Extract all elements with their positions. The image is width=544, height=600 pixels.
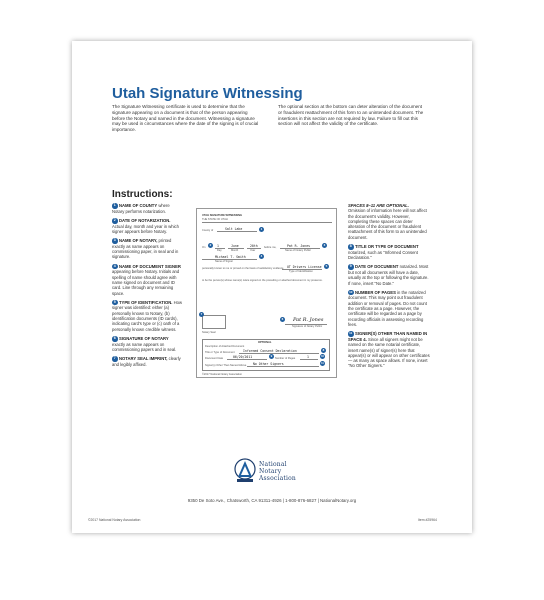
optional-note	[348, 203, 430, 240]
instruction-item	[348, 331, 430, 368]
instruction-text: exactly as name appears on commissioning papers and in seal.	[112, 341, 177, 352]
step-number-badge: 1	[260, 227, 263, 231]
instruction-item	[112, 238, 182, 260]
instruction-text: Since all signers might not be named on the same notarial certificate, insert name(s) of signer(s) here that appear(s) or will appear on other certificates — as many as space allows. If none, insert "No Other Signers."	[348, 336, 430, 369]
year-value: 20th	[250, 244, 258, 248]
step-number-badge: 7	[113, 356, 116, 361]
instruction-item	[112, 264, 182, 296]
sign-note: to be the person(s) whose name(s) is/are signed on the preceding or attached document in my presence.	[202, 279, 323, 282]
title-value: Informed Consent Declaration	[243, 349, 297, 353]
step-number-badge: 10	[321, 355, 324, 358]
instruction-text: notarized. Most but not all documents will have a date, usually at the top or following the signature. If none, insert "No Date."	[348, 264, 429, 286]
year-label: Year	[250, 249, 256, 252]
date-line	[227, 359, 267, 360]
instruction-head: SIGNER(S) OTHER THAN NAMED IN SPACE 4.	[348, 331, 428, 342]
step-number-badge: 11	[321, 362, 324, 365]
logo-line: National	[259, 461, 287, 468]
instruction-text: where Notary performs notarization.	[112, 203, 170, 214]
step-number-badge: 8	[349, 244, 352, 249]
step-number-badge: 5	[325, 264, 328, 268]
step-number-badge: 7	[200, 312, 203, 316]
instruction-head: NAME OF NOTARY,	[119, 238, 158, 244]
instruction-head: TITLE OR TYPE OF DOCUMENT	[355, 244, 419, 250]
before-me-text: before me,	[264, 246, 277, 249]
month-value: June	[231, 244, 239, 248]
instruction-text: printed exactly as name appears on commissioning paper, in seal and in signature.	[112, 238, 179, 260]
step-number-badge: 2	[113, 218, 116, 223]
step-number-badge: 3	[113, 238, 116, 243]
instruction-head: NOTARY SEAL IMPRINT,	[119, 356, 168, 362]
form-footer: ©2017 National Notary Association	[202, 373, 243, 376]
step-number-badge: 2	[209, 243, 212, 247]
instruction-text: in the notarized document. This may point out fraudulent addition or removal of pages. Do not count the certificate as a page. However, the certificate will be regarded as a page by recording officials in assessing recording fees.	[348, 289, 427, 327]
day-label: Day	[217, 249, 222, 252]
county-value: Salt Lake	[225, 227, 243, 231]
copyright-text: ©2017 National Notary Association	[88, 518, 141, 522]
instruction-head: TYPE OF IDENTIFICATION.	[119, 299, 173, 305]
id-label: Type of Identification	[289, 270, 313, 273]
county-line	[217, 231, 257, 232]
signature-label: Signature of Notary Public	[292, 325, 323, 328]
instruction-item	[112, 336, 182, 352]
form-subheading: THE STATE OF UTAH	[202, 218, 228, 221]
optional-note-heading: SPACES 8–11 ARE OPTIONAL.	[348, 203, 409, 208]
instruction-item	[348, 290, 430, 327]
opt-description: Description of Attached Document	[205, 345, 245, 348]
divider	[202, 222, 332, 223]
step-number-badge: 10	[349, 289, 353, 294]
instruction-text: How signer was identified: either (a) personally known to Notary, (b) identification documents (ID cards), indicating card's type or (c) oath of a personally known credible witness.	[112, 299, 182, 332]
pages-label: Number of Pages	[275, 357, 296, 360]
step-number-badge: 4	[260, 254, 263, 258]
step-number-badge: 9	[349, 264, 352, 269]
date-value: 06/20/2011	[233, 355, 253, 359]
instruction-item	[348, 264, 430, 286]
logo-wordmark	[259, 461, 296, 482]
others-label: Signer(s) Other Than Named Above	[205, 364, 247, 367]
step-number-badge: 9	[270, 354, 273, 358]
county-label: County of	[202, 229, 214, 232]
instruction-text: notarized, such as "Informed Consent Declaration."	[348, 249, 418, 261]
step-number-badge: 8	[322, 348, 325, 352]
form-heading: UTAH SIGNATURE WITNESSING	[202, 214, 242, 217]
title-line	[239, 353, 319, 354]
instruction-text: clearly and legibly affixed.	[112, 356, 181, 367]
step-number-badge: 5	[113, 299, 116, 304]
instruction-head: NUMBER OF PAGES	[355, 289, 396, 295]
id-value: UT Drivers License	[287, 265, 322, 269]
intro-paragraph-left: The Signature Witnessing certificate is used to determine that the signature appearing on a document is that of the person appearing before the Notary and named in the document. Witnessing a signature may be used in circumstances where the date of the signing is of crucial importance.	[112, 104, 259, 133]
others-value: No Other Signers	[253, 362, 284, 366]
instruction-item	[112, 356, 182, 367]
logo-line: Association	[259, 475, 296, 482]
instruction-head: SIGNATURE OF NOTARY	[119, 335, 169, 341]
month-label: Month	[231, 249, 239, 252]
on-label: On	[202, 246, 206, 249]
instructions-heading: Instructions:	[112, 189, 173, 200]
step-number-badge: 11	[349, 331, 353, 336]
step-number-badge: 6	[281, 317, 284, 321]
notary-seal-box	[202, 315, 226, 329]
seal-label: Notary Seal	[202, 331, 216, 334]
page-title: Utah Signature Witnessing	[112, 85, 303, 102]
instruction-head: DATE OF DOCUMENT	[355, 264, 399, 270]
others-line	[247, 366, 319, 367]
nna-logo-icon	[234, 458, 256, 486]
proved-text: personally known to me or proved on the basis of satisfactory evidence	[202, 267, 284, 270]
document-page	[72, 41, 472, 533]
step-number-badge: 1	[113, 203, 116, 208]
contact-address: 9350 De Soto Ave., Chatsworth, CA 91311-4926 | 1-800-876-6827 | NationalNotary.org	[187, 498, 357, 503]
step-number-badge: 4	[113, 263, 116, 268]
notary-label: Name of Notary Public	[285, 249, 311, 252]
signer-value: Michael T. Smith	[215, 255, 246, 259]
instruction-item	[112, 300, 182, 332]
instruction-text: appearing before Notary. Initials and spelling of name should agree with name signed on document and ID card. Line through any remaining space.	[112, 269, 180, 296]
sample-certificate-form	[196, 208, 337, 378]
logo-line: Notary	[259, 468, 282, 475]
instruction-item	[112, 218, 182, 234]
date-label: Document Date	[205, 357, 224, 360]
title-label: Title or Type of Document	[205, 351, 235, 354]
pages-line	[300, 359, 318, 360]
item-number: Item #25964	[418, 518, 437, 522]
instruction-item	[348, 244, 430, 260]
optional-note-text: Omission of information here will not affect the document's validity. However, completing these spaces can deter alteration of the document or fraudulent reattachment of this form to an unintended document.	[348, 208, 427, 240]
instruction-text: Actual day, month and year in which signer appears before Notary.	[112, 223, 179, 234]
instructions-left-column	[112, 203, 182, 371]
instruction-head: NAME OF COUNTY	[119, 203, 158, 208]
instruction-head: DATE OF NOTARIZATION.	[119, 217, 171, 223]
signer-label: Name of Signer	[215, 260, 234, 263]
instruction-head: NAME OF DOCUMENT SIGNER	[119, 263, 181, 269]
intro-paragraph-right: The optional section at the bottom can deter alteration of the document or fraudulent reattachment of this form to an unintended document. The insertions in this section are not required by law. Failure to fill out this section will not affect the validity of the certificate.	[278, 104, 424, 127]
instructions-right-column	[348, 203, 430, 373]
day-value: 1	[217, 244, 219, 248]
optional-heading: OPTIONAL	[258, 341, 272, 344]
step-number-badge: 3	[323, 243, 326, 247]
optional-section	[202, 339, 330, 371]
notary-value: Pat R. Jones	[287, 244, 311, 248]
pages-value: 1	[307, 355, 309, 359]
instruction-item	[112, 203, 182, 214]
notary-signature: Pat R. Jones	[293, 317, 324, 323]
step-number-badge: 6	[113, 336, 116, 341]
